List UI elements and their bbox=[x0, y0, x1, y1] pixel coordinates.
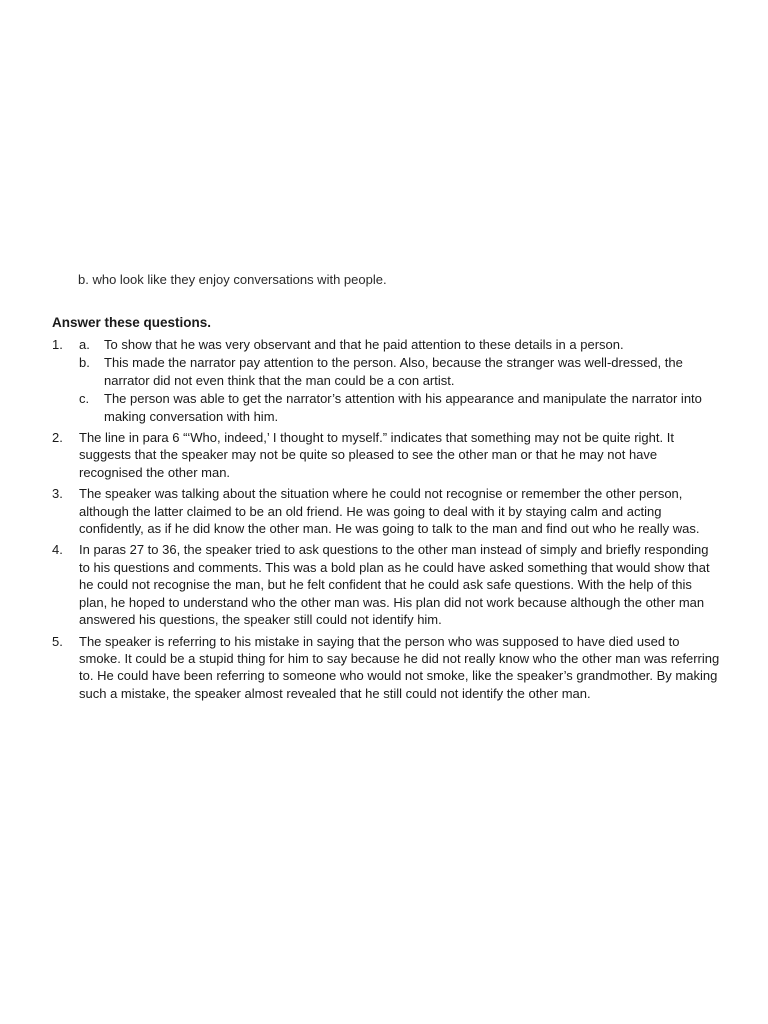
section-heading: Answer these questions. bbox=[52, 315, 212, 330]
answer-number: 5. bbox=[52, 633, 63, 649]
cut-off-text-line bbox=[78, 272, 438, 294]
answer-1a bbox=[79, 336, 720, 353]
answer-number: 1. bbox=[52, 337, 63, 352]
answer-1c bbox=[79, 390, 720, 425]
answer-text: To show that he was very observant and that he paid attention to these details in a person. bbox=[104, 337, 624, 352]
answer-text: The line in para 6 “‘Who, indeed,’ I thought to myself.” indicates that something may not be quite right. It suggests that the speaker may not be quite so pleased to see the other man or that he may not have recognised the other man. bbox=[79, 430, 674, 480]
answer-1b bbox=[79, 354, 720, 389]
answer-text: The person was able to get the narrator’s attention with his appearance and manipulate the narrator into making conversation with him. bbox=[104, 391, 702, 424]
sub-letter: a. bbox=[79, 337, 90, 352]
answer-5 bbox=[52, 633, 720, 703]
answer-text: The speaker is referring to his mistake in saying that the person who was supposed to have died used to smoke. It could be a stupid thing for him to say because he did not really know who the other man was referring to. He could have been referring to someone who would not smoke, like the speaker’s grandmother. By making such a mistake, the speaker almost revealed that he still could not identify the other man. bbox=[79, 633, 720, 701]
answer-3 bbox=[52, 485, 720, 537]
answer-2 bbox=[52, 429, 720, 481]
answer-number: 3. bbox=[52, 486, 63, 502]
cut-off-text: b. who look like they enjoy conversations with people. bbox=[78, 272, 387, 287]
answer-text: This made the narrator pay attention to the person. Also, because the stranger was well-dressed, the narrator did not even think that the man could be a con artist. bbox=[104, 355, 683, 388]
sub-letter: b. bbox=[79, 355, 90, 371]
answer-number: 4. bbox=[52, 542, 63, 558]
answer-4 bbox=[52, 541, 720, 628]
answer-number: 2. bbox=[52, 430, 63, 446]
answers-section bbox=[52, 314, 720, 706]
answer-1 bbox=[52, 336, 720, 425]
answer-text: The speaker was talking about the situation where he could not recognise or remember the other person, although the latter claimed to be an old friend. He was going to deal with it by staying calm and acting confidently, as if he did know the other man. He was going to talk to the man and find out who he really was. bbox=[79, 486, 700, 537]
sub-letter: c. bbox=[79, 391, 90, 407]
answer-text: In paras 27 to 36, the speaker tried to ask questions to the other man instead of simply and briefly responding to his questions and comments. This was a bold plan as he could have asked something that would show that he could not recognise the man, but he felt confident that he could ask safe questions. With the help of this plan, he hoped to understand who the other man was. His plan did not work because although the other man answered his questions, the speaker still could not identify him. bbox=[79, 542, 710, 628]
